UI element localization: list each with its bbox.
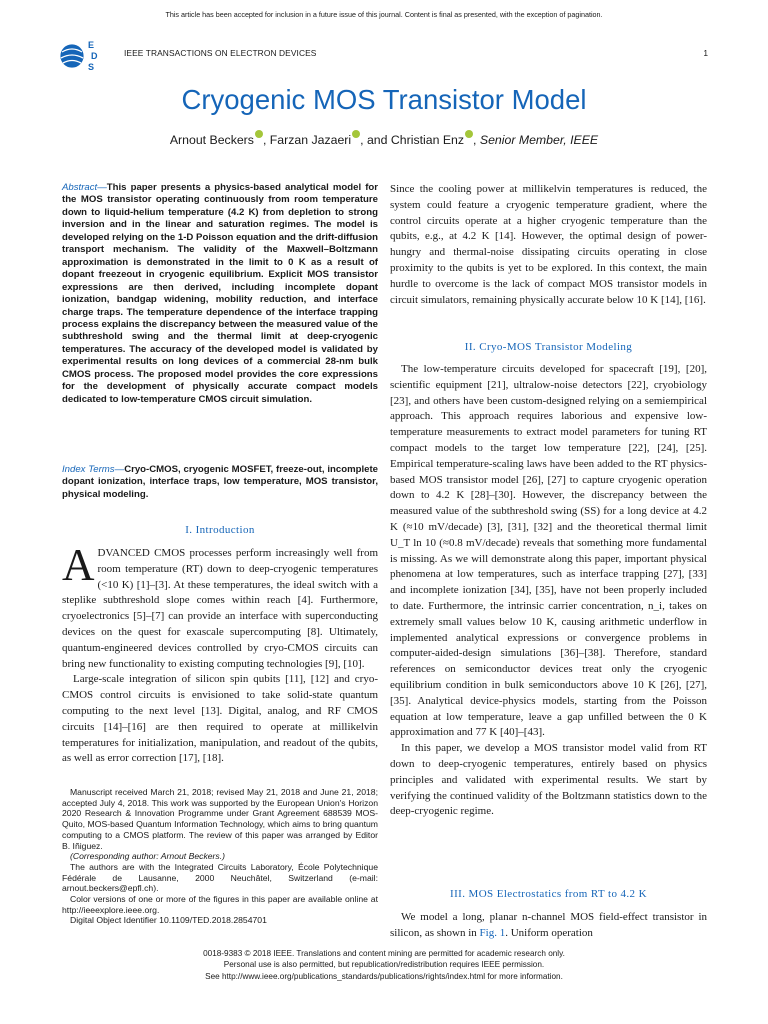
author-separator: , bbox=[473, 133, 480, 147]
footnote: Manuscript received March 21, 2018; revised May 21, 2018 and June 21, 2018; accepted July 4, 2018. This work was supported by the European Union's Horizon 2020 Research & Innovation Programme under Grant Agreement 688539 MOS-Quito, MOS-based Quantum Information Technology, which aims to bring quantum computing to a CMOS platform. The review of this paper was arranged by Editor B. Iñiguez. bbox=[62, 787, 378, 851]
paper-title: Cryogenic MOS Transistor Model bbox=[181, 84, 587, 115]
index-terms bbox=[62, 464, 378, 501]
index-terms-label: Index Terms— bbox=[62, 464, 125, 475]
author-line bbox=[0, 130, 768, 147]
author-membership: Senior Member, IEEE bbox=[479, 133, 599, 147]
orcid-icon[interactable] bbox=[465, 130, 473, 138]
paragraph: ADVANCED CMOS processes perform increasingly well from room temperature (RT) down to deep-cryogenic temperatures (<10 K) [1]–[3]. At these temperatures, the ideal switch with a steplike subthreshold slope comes within reach [4]. Furthermore, cryoelectronics [5]–[7] can provide an interface with superconducting devices on the quest for exascale supercomputing [8]. Ultimately, quantum-engineered devices controlled by cryo-CMOS circuits can bring new functionality to existing computing technologies [9], [10]. bbox=[62, 540, 378, 670]
section-body bbox=[390, 362, 707, 820]
footnotes bbox=[62, 787, 378, 926]
footer-line: See http://www.ieee.org/publications_standards/publications/rights/index.html for more information. bbox=[205, 971, 563, 981]
abstract bbox=[62, 182, 378, 406]
footer-line: Personal use is also permitted, but republication/redistribution requires IEEE permission. bbox=[223, 960, 545, 970]
paragraph: The low-temperature circuits developed for spacecraft [19], [20], scientific equipment [21], ultralow-noise detectors [22], cryobiology [23], and others have been custom-designed relying on a semiempirical approach. This approach requires laborious and expensive low-temperature measurements to extract model parameters for tuning RT compact models to the target low temperature [22], [24], [25]. Empirical temperature-scaling laws have been added to the RT physics-based MOS transistor model [26], [27] to capture cryogenic operation down to 4.2 K [28]–[30]. However, the discrepancy between the measured value of the subthreshold swing (SS) for a long device at 4.2 K (≈10 mV/decade) [3], [31], [32] and the theoretical thermal limit U_T ln 10 (≈0.8 mV/decade) reveals that something more fundamental is missing. As we will demonstrate along this paper, important physical phenomena at low temperatures, such as interface trapping [27], [33] and incomplete ionization [34], [35], have not been properly included to date. Furthermore, the intrinsic carrier concentration, n_i, takes on extremely small values below 10 K, causing arithmetic underflow in implemented analytical expressions or convergence problems in computer-aided-design simulations [36]–[38]. Therefore, standard references on semiconductor devices treat only the cryogenic equilibrium condition in bulk semiconductors above 10 K [26], [27], [35]. Analytical device-physics models, starting from the Poisson equation at low temperature, leave a gap unfilled between the 0 K approximation and 77 K [40]–[43]. bbox=[390, 363, 707, 739]
paragraph: Since the cooling power at millikelvin temperatures is reduced, the system could feature a cryogenic temperature gradient, where the control circuits operate at a higher cryogenic temperature than the qubits, e.g., at 4.2 K [14]. However, the optimal design of power-hungry and thermal-noise dissipating circuits operating in close proximity to the qubits is yet to be explored. In this context, the main hurdle to overcome is the lack of compact MOS transistor models in circuit simulators, remaining physically accurate below 10 K [14], [16]. bbox=[390, 183, 707, 306]
section-body bbox=[390, 182, 707, 308]
journal-name: IEEE TRANSACTIONS ON ELECTRON DEVICES bbox=[124, 48, 317, 58]
drop-cap: A bbox=[62, 540, 95, 590]
page-number: 1 bbox=[703, 48, 708, 58]
copyright-footer bbox=[0, 948, 768, 982]
paragraph: In this paper, we develop a MOS transistor model valid from RT down to deep-cryogenic temperatures, entirely based on physics principles and validated with experimental results. We start by verifying the continued validity of the Boltzmann statistics down to the deep-cryogenic regime. bbox=[390, 742, 707, 818]
acceptance-notice: This article has been accepted for inclusion in a future issue of this journal. Content is final as presented, with the exception of pagination. bbox=[165, 10, 603, 19]
abstract-label: Abstract— bbox=[62, 182, 107, 193]
eds-logo bbox=[58, 36, 116, 76]
paragraph: Large-scale integration of silicon spin qubits [11], [12] and cryo-CMOS control circuits is envisioned to take solid-state quantum computing to the next level [13]. Digital, analog, and RF CMOS circuits [14]–[16] are then required to operate at millikelvin temperatures for initialization, manipulation, and readout of the qubits, as well as error correction [17], [18]. bbox=[62, 673, 378, 765]
section-body bbox=[62, 540, 378, 767]
author-separator: , and Christian Enz bbox=[360, 133, 465, 147]
index-terms-text: Cryo-CMOS, cryogenic MOSFET, freeze-out, incomplete dopant ionization, interface traps, low temperature, MOS transistor, physical modeling. bbox=[62, 464, 378, 500]
abstract-text: This paper presents a physics-based analytical model for the MOS transistor operating continuously from room temperature down to liquid-helium temperature (4.2 K) from depletion to strong inversion and in the linear and saturation regimes. The model is developed relying on the 1-D Poisson equation and the drift-diffusion transport mechanism. The validity of the Maxwell–Boltzmann approximation is demonstrated in the limit to 0 K as a result of dopant freezeout in cryogenic equilibrium. Explicit MOS transistor expressions are then derived, including incomplete dopant ionization, bandgap widening, mobility reduction, and interface charge traps. The temperature dependence of the interface trapping process explains the discrepancy between the measured value of the subthreshold swing and the thermal limit at deep-cryogenic temperatures. The accuracy of the developed model is validated by experimental results on long devices of a commercial 28-nm bulk CMOS process. The proposed model provides the core expressions for the development of physically accurate compact models dedicated to low-temperature CMOS circuit simulation. bbox=[62, 182, 378, 405]
svg-text:D: D bbox=[91, 51, 98, 61]
paragraph: We model a long, planar n-channel MOS field-effect transistor in silicon, as shown in Fig. 1. Uniform operation bbox=[390, 911, 707, 939]
section-heading: I. Introduction bbox=[185, 524, 255, 536]
author-separator: , bbox=[262, 133, 270, 147]
section-heading: III. MOS Electrostatics from RT to 4.2 K bbox=[450, 888, 647, 900]
footnote: Color versions of one or more of the figures in this paper are available online at http://ieeexplore.ieee.org. bbox=[62, 894, 378, 915]
footer-line: 0018-9383 © 2018 IEEE. Translations and content mining are permitted for academic research only. bbox=[203, 949, 565, 958]
section-heading: II. Cryo-MOS Transistor Modeling bbox=[464, 341, 633, 353]
orcid-icon[interactable] bbox=[352, 130, 360, 138]
svg-text:E: E bbox=[88, 40, 95, 50]
footnote: (Corresponding author: Arnout Beckers.) bbox=[70, 851, 226, 862]
orcid-icon[interactable] bbox=[255, 130, 263, 138]
footnote: Digital Object Identifier 10.1109/TED.2018.2854701 bbox=[70, 915, 267, 926]
figure-link[interactable]: Fig. 1 bbox=[479, 926, 506, 939]
author-name: Farzan Jazaeri bbox=[269, 133, 352, 147]
svg-text:S: S bbox=[88, 62, 95, 72]
footnote: The authors are with the Integrated Circuits Laboratory, École Polytechnique Fédérale de Lausanne, 2000 Neuchâtel, Switzerland (e-mail: arnout.beckers@epfl.ch). bbox=[62, 861, 378, 894]
author-name: Arnout Beckers bbox=[169, 133, 254, 147]
section-body bbox=[390, 910, 707, 942]
